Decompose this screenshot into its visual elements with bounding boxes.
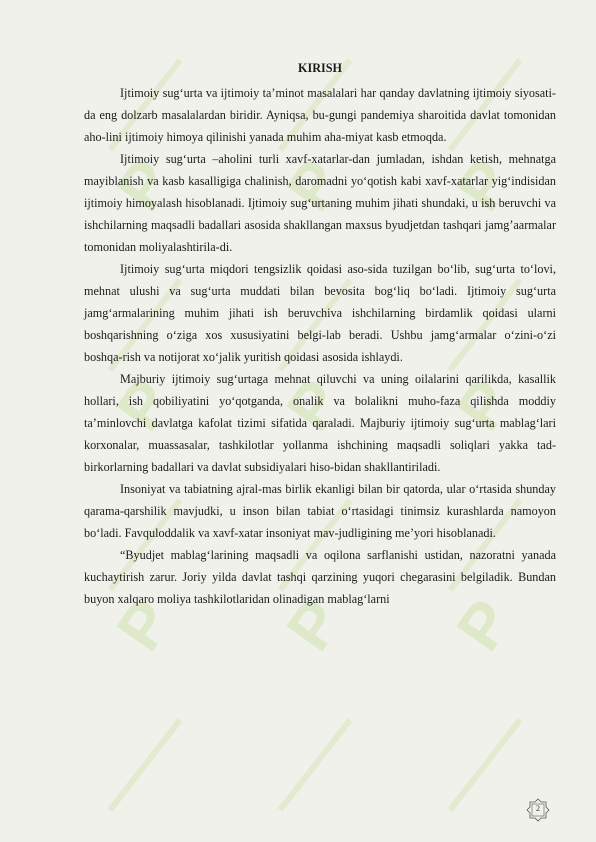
- watermark-glyph: P: [272, 366, 356, 444]
- paragraph: Majburiy ijtimoiy sug‘urtaga mehnat qiluvchi va uning oilalarini qarilikda, kasallik hollari, ish qobiliyatini yo‘qotganda, onalik va bolalikni muho-faza qilishda moddiy ta’minlovchi davlatga kafolat tizimi sifatida qaraladi. Majburiy ijtimoiy sug‘urta mablag‘lari korxonalar, muassasalar, tashkilotlar yollanma ishchining maqsadli soliqlari yakka tad-birkorlarning badallari va davlat subsidiyalari hiso-bidan shakllantiriladi.: [84, 372, 556, 474]
- paragraph: “Byudjet mablag‘larining maqsadli va oqilona sarflanishi ustidan, nazoratni yanada kuchaytirish zarur. Joriy yilda davlat tashqi qarzining yuqori chegarasini belgiladik. Bundan buyon xalqaro moliya tashkilotlaridan olinadigan mablag‘larni: [84, 548, 556, 606]
- watermark-glyph: P: [442, 586, 526, 664]
- watermark-glyph: P: [442, 366, 526, 444]
- page-body: [84, 58, 556, 610]
- watermark-glyph: P: [272, 586, 356, 664]
- watermark-glyph: P: [442, 146, 526, 224]
- page-title: KIRISH: [297, 61, 343, 75]
- paragraph: Insoniyat va tabiatning ajral-mas birlik ekanligi bilan bir qatorda, ular o‘rtasida shunday qarama-qarshilik mavjudki, u inson bilan tabiat o‘rtasidagi tinimsiz kurashlarda namoyon bo‘ladi. Favquloddalik va xavf-xatar insoniyat mav-judligining me’yori hisoblanadi.: [84, 482, 556, 540]
- paragraph: Ijtimoiy sug‘urta –aholini turli xavf-xatarlar-dan jumladan, ishdan ketish, mehnatga mayiblanish va kasb kasalligiga chalinish, daromadni yo‘qotish kabi xavf-xatarlar yig‘indisidan ijtimoiy himoyalash hisoblanadi. Ijtimoiy sug‘urtaning muhim jihati shundaki, u ish beruvchi va ishchilarning maqsadli badallari asosida shakllangan maxsus byudjetdan tashqari jamg’aarmalar tomonidan moliyalashtirila-di.: [84, 152, 556, 254]
- watermark-stroke: [450, 720, 520, 810]
- watermark-stroke: [110, 720, 180, 810]
- watermark-stroke: [280, 720, 350, 810]
- page-number: 2: [536, 804, 540, 813]
- watermark-glyph: P: [272, 146, 356, 224]
- page-number-badge: [526, 798, 550, 822]
- watermark-glyph: P: [102, 366, 186, 444]
- watermark-glyph: P: [102, 586, 186, 664]
- paragraph: Ijtimoiy sug‘urta va ijtimoiy ta’minot masalalari har qanday davlatning ijtimoiy siyosati-da eng dolzarb masalalardan biridir. Ayniqsa, bu-gungi pandemiya sharoitida davlat tomonidan aho-lini ijtimoiy himoya qilinishi yanada muhim aha-miyat kasb etmoqda.: [84, 86, 556, 144]
- paragraph: Ijtimoiy sug‘urta miqdori tengsizlik qoidasi aso-sida tuzilgan bo‘lib, sug‘urta to‘lovi, mehnat ulushi va sug‘urta muddati bilan bevosita bog‘liq bo‘ladi. Ijtimoiy sug‘urta jamg‘armalarining muhim jihati ish beruvchiva ishchilarning birdamlik qoidasi ularni boshqarishning o‘ziga xos xususiyatini belgi-lab beradi. Ushbu jamg‘armalar o‘zini-o‘zi boshqa-rish va notijorat xo‘jalik yuritish qoidasi asosida ishlaydi.: [84, 262, 556, 364]
- watermark-glyph: P: [102, 146, 186, 224]
